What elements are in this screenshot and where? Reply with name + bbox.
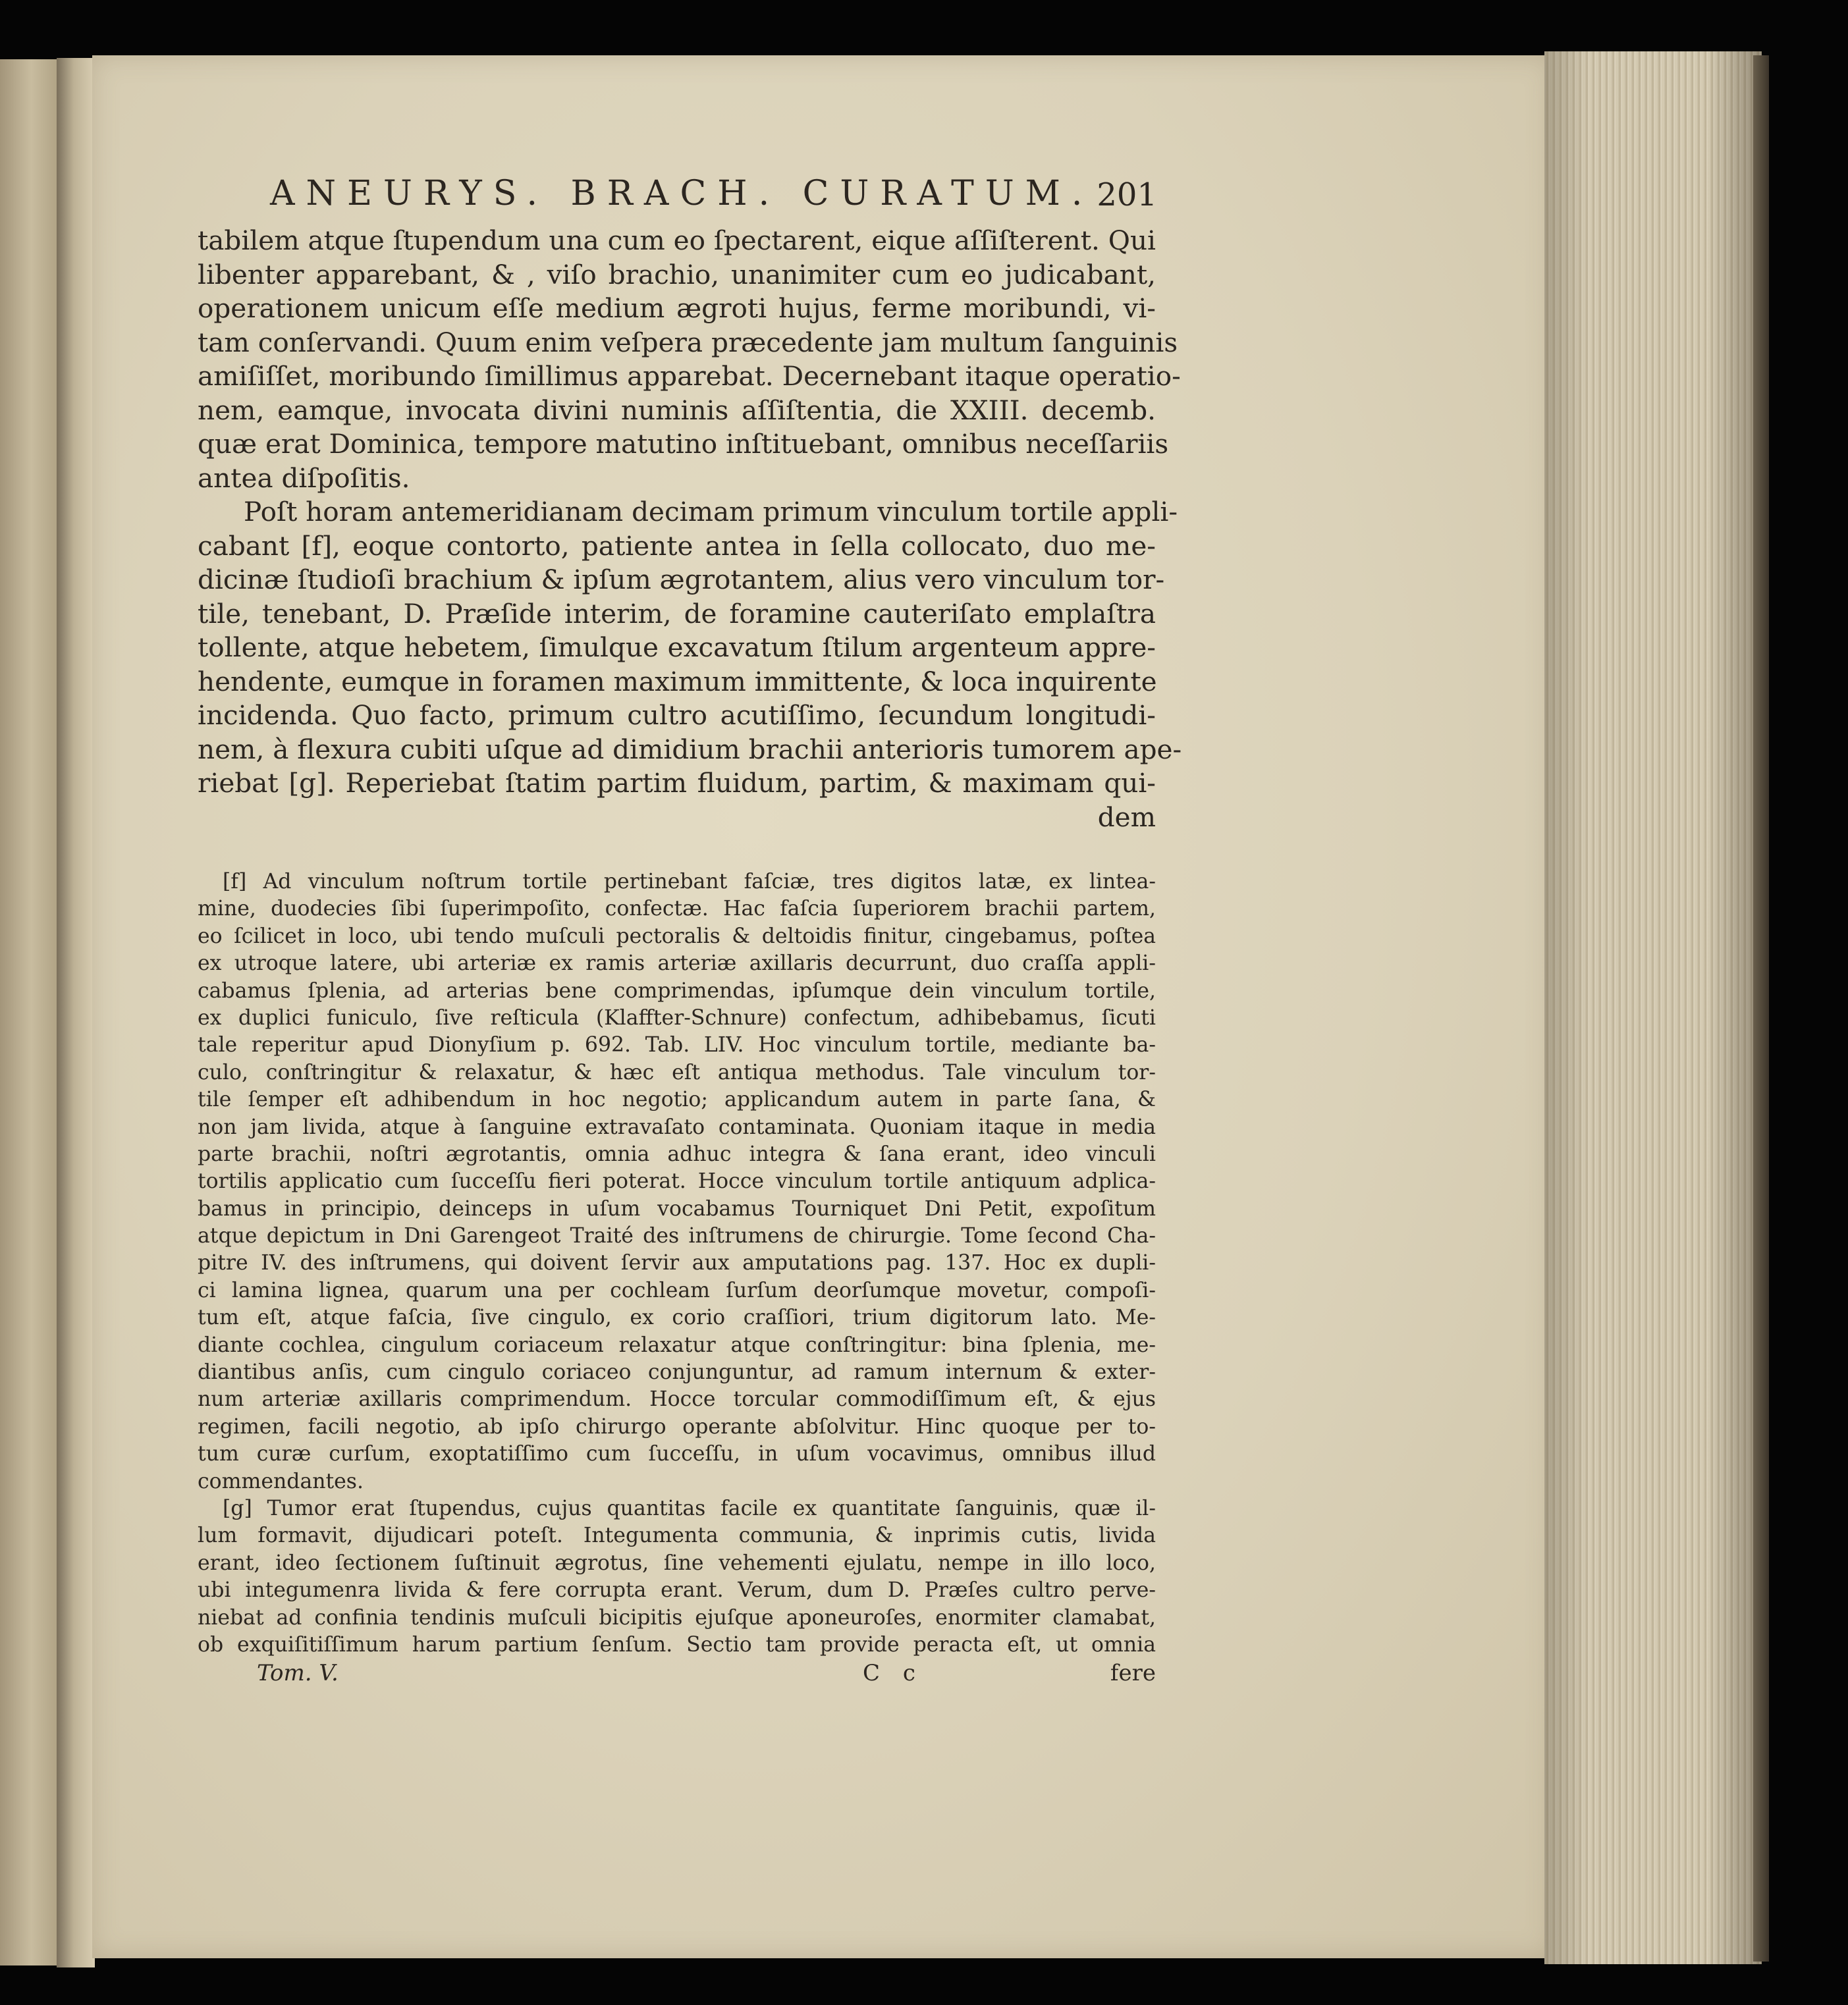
footnote-line: tale reperitur apud Dionyſium p. 692. Tab. LIV. Hoc vinculum tortile, mediante ba- xyxy=(198,1033,1156,1057)
body-line: antea diſpoſitis. xyxy=(198,462,410,494)
body-line: nem, à flexura cubiti uſque ad dimidium brachii anterioris tumorem ape- xyxy=(198,733,1182,765)
footnotes xyxy=(198,869,1156,1659)
footnote-line: non jam livida, atque à ſanguine extravaſato contaminata. Quoniam itaque in media xyxy=(198,1115,1156,1139)
footnote-line: tum eſt, atque faſcia, ſive cingulo, ex corio craſſiori, trium digitorum lato. Me- xyxy=(198,1306,1156,1330)
body-line: tabilem atque ſtupendum una cum eo ſpectarent, eique aſſiſterent. Qui xyxy=(198,225,1156,256)
body-line: nem, eamque, invocata divini numinis aſſiſtentia, die XXIII. decemb. xyxy=(198,394,1156,426)
body-line: hendente, eumque in foramen maximum immittente, & loca inquirente xyxy=(198,665,1157,697)
footnote-line: ubi integumenra livida & fere corrupta erant. Verum, dum D. Præſes cultro perve- xyxy=(198,1578,1156,1603)
book-cover-edge xyxy=(1753,55,1769,1962)
footnote-line: ex duplici funiculo, ſive reſticula (Klaffter-Schnure) confectum, adhibebamus, ſicuti xyxy=(198,1005,1156,1030)
body-line: libenter apparebant, & , viſo brachio, unanimiter cum eo judicabant, xyxy=(198,258,1156,290)
footnote-line: tile ſemper eſt adhibendum in hoc negotio; applicandum autem in parte ſana, & xyxy=(198,1088,1156,1112)
footnote-line: regimen, facili negotio, ab ipſo chirurgo operante abſolvitur. Hinc quoque per to- xyxy=(198,1414,1156,1439)
footnote-line: parte brachii, noſtri ægrotantis, omnia adhuc integra & ſana erant, ideo vinculi xyxy=(198,1142,1156,1166)
catchword-body: dem xyxy=(1097,801,1156,833)
body-line: tam conſervandi. Quum enim veſpera præcedente jam multum ſanguinis xyxy=(198,326,1178,358)
body-line: operationem unicum eſſe medium ægroti hujus, ferme moribundi, vi- xyxy=(198,292,1156,324)
footnote-line: [f] Ad vinculum noſtrum tortile pertinebant faſciæ, tres digitos latæ, ex lintea- xyxy=(223,870,1156,894)
body-line: tile, tenebant, D. Præſide interim, de foramine cauteriſato emplaſtra xyxy=(198,597,1156,629)
body-line: amiſiſſet, moribundo ſimillimus apparebat. Decernebant itaque operatio- xyxy=(198,360,1181,392)
footnote-line: culo, conſtringitur & relaxatur, & hæc eſt antiqua methodus. Tale vinculum tor- xyxy=(198,1060,1156,1084)
catchword: fere xyxy=(1110,1660,1156,1687)
footnote-line: [g] Tumor erat ſtupendus, cujus quantitas facile ex quantitate ſanguinis, quæ il- xyxy=(223,1496,1156,1520)
body-line: incidenda. Quo facto, primum cultro acutiſſimo, ſecundum longitudi- xyxy=(198,699,1156,731)
body-line: dicinæ ſtudioſi brachium & ipſum ægrotantem, alius vero vinculum tor- xyxy=(198,564,1165,595)
running-head-title: ANEURYS. BRACH. CURATUM. xyxy=(270,174,1094,213)
signature-mark: C c xyxy=(863,1660,923,1687)
footnote-line: commendantes. xyxy=(198,1469,364,1493)
left-page-edge xyxy=(0,59,57,1965)
running-head xyxy=(198,161,1156,224)
body-line: quæ erat Dominica, tempore matutino inſtituebant, omnibus neceſſariis xyxy=(198,428,1169,460)
footnote-line: tortilis applicatio cum ſucceſſu fieri poterat. Hocce vinculum tortile antiquum adplica- xyxy=(198,1169,1156,1194)
body-line: Poſt horam antemeridianam decimam primum vinculum tortile appli- xyxy=(244,496,1178,527)
signature-line xyxy=(198,1660,1156,1690)
page-number: 201 xyxy=(1097,176,1157,213)
body-line: cabant [f], eoque contorto, patiente antea in ſella collocato, duo me- xyxy=(198,529,1156,562)
footnote-line: eo ſcilicet in loco, ubi tendo muſculi pectoralis & deltoidis finitur, cingebamus, poſtea xyxy=(198,924,1156,948)
body-line: tollente, atque hebetem, ſimulque excavatum ſtilum argenteum appre- xyxy=(198,631,1156,663)
body-line: riebat [g]. Reperiebat ſtatim partim fluidum, partim, & maximam qui- xyxy=(198,767,1156,799)
footnote-line: lum formavit, dijudicari poteſt. Integumenta communia, & inprimis cutis, livida xyxy=(198,1524,1156,1548)
footnote-line: diantibus anſis, cum cingulo coriaceo conjunguntur, ad ramum internum & exter- xyxy=(198,1360,1156,1385)
footnote-line: diante cochlea, cingulum coriaceum relaxatur atque conſtringitur: bina ſplenia, me- xyxy=(198,1333,1156,1357)
footnote-line: atque depictum in Dni Garengeot Traité des inſtrumens de chirurgie. Tome ſecond Cha- xyxy=(198,1224,1156,1248)
text-block xyxy=(198,161,1182,1690)
footnote-line: ci lamina lignea, quarum una per cochleam ſurſum deorſumque movetur, compoſi- xyxy=(198,1278,1156,1302)
footnote-line: bamus in principio, deinceps in uſum vocabamus Tourniquet Dni Petit, expoſitum xyxy=(198,1196,1156,1221)
footnote-line: tum curæ curſum, exoptatiſſimo cum ſucceſſu, in uſum vocavimus, omnibus illud xyxy=(198,1442,1156,1466)
footnote-line: erant, ideo ſectionem ſuſtinuit ægrotus, ſine vehementi ejulatu, nempe in illo loco, xyxy=(198,1551,1156,1575)
footnote-line: num arteriæ axillaris comprimendum. Hocce torcular commodiſſimum eſt, & ejus xyxy=(198,1387,1156,1412)
footnote-line: cabamus ſplenia, ad arterias bene comprimendas, ipſumque dein vinculum tortile, xyxy=(198,978,1156,1003)
main-text xyxy=(198,224,1182,834)
volume-label: Tom. V. xyxy=(257,1660,339,1687)
footnote-line: ob exquiſitiſſimum harum partium ſenſum. Sectio tam provide peracta eſt, ut omnia xyxy=(198,1632,1156,1657)
page-block-fore-edge xyxy=(1544,51,1762,1964)
footnote-line: ex utroque latere, ubi arteriæ ex ramis arteriæ axillaris decurrunt, duo craſſa appli- xyxy=(198,951,1156,976)
footnote-line: mine, duodecies ſibi ſuperimpoſito, confectæ. Hac faſcia ſuperiorem brachii partem, xyxy=(198,897,1156,921)
footnote-line: pitre IV. des inſtrumens, qui doivent ſervir aux amputations pag. 137. Hoc ex dupli- xyxy=(198,1251,1156,1275)
book-gutter xyxy=(57,58,95,1967)
footnote-line: niebat ad confinia tendinis muſculi bicipitis ejuſque aponeuroſes, enormiter clamabat, xyxy=(198,1605,1156,1630)
